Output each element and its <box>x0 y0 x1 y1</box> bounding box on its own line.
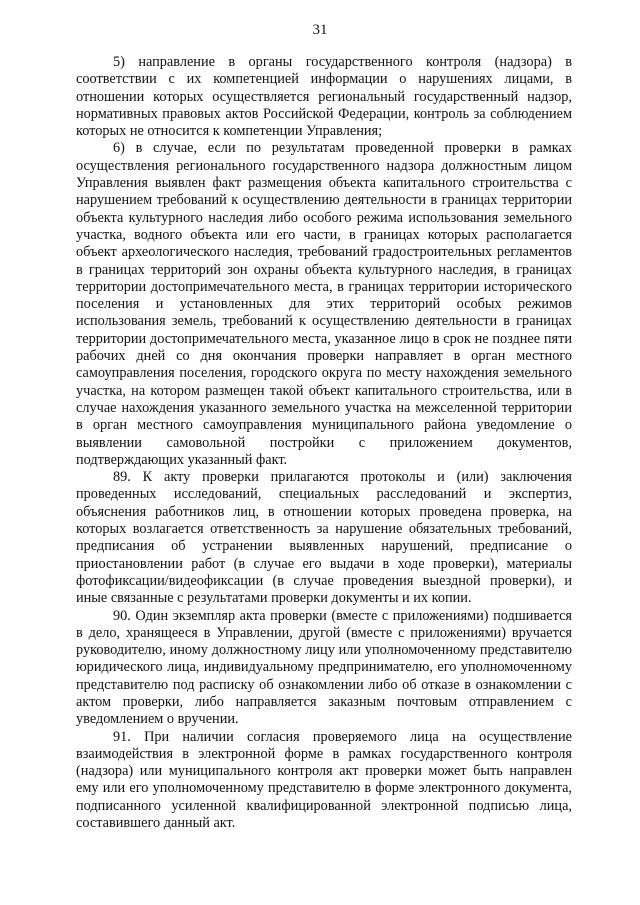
paragraph-91: 91. При наличии согласия проверяемого лица на осуществление взаимодействия в электронной форме в рамках государственного контроля (надзора) или муниципального контроля акт проверки может быть направлен ему или его уполномоченному представителю в форме электронного документа, подписанного усиленной квалифицированной электронной подписью лица, составившего данный акт. <box>76 728 572 832</box>
paragraph-item-5: 5) направление в органы государственного контроля (надзора) в соответствии с их компетенцией информации о нарушениях лицами, в отношении которых осуществляется региональный государственный надзор, нормативных правовых актов Российской Федерации, контроль за соблюдением которых не относится к компетенции Управления; <box>76 54 572 140</box>
paragraph-item-6: 6) в случае, если по результатам проведенной проверки в рамках осуществления регионального государственного надзора должностным лицом Управления выявлен факт размещения объекта капитального строительства с нарушением требований к осуществлению деятельности в границах территории объекта культурного наследия либо особого режима использования земельного участка, водного объекта или его части, в границах которых располагается объект археологического наследия, требований градостроительных регламентов в границах территорий зон охраны объекта культурного наследия, в границах территории достопримечательного места, в границах территории исторического поселения и установленных для этих территорий особых режимов использования земель, требований к осуществлению деятельности в границах территории достопримечательного места, указанное лицо в срок не позднее пяти рабочих дней со дня окончания проверки направляет в орган местного самоуправления поселения, городского округа по месту нахождения земельного участка, на котором размещен такой объект капитального строительства, или в случае нахождения указанного земельного участка на межселенной территории в орган местного самоуправления муниципального района уведомление о выявлении самовольной постройки с приложением документов, подтверждающих указанный факт. <box>76 140 572 468</box>
page-number: 31 <box>312 22 328 38</box>
document-body <box>76 53 572 832</box>
paragraph-89: 89. К акту проверки прилагаются протоколы и (или) заключения проведенных исследований, специальных расследований и экспертиз, объяснения работников лиц, в отношении которых проведена проверка, на которых возлагается ответственность за нарушение обязательных требований, предписания об устранении выявленных нарушений, предписание о приостановлении работ (в случае его выдачи в ходе проверки), материалы фотофиксации/видеофиксации (в случае проведения выездной проверки), и иные связанные с результатами проверки документы и их копии. <box>76 469 572 607</box>
paragraph-90: 90. Один экземпляр акта проверки (вместе с приложениями) подшивается в дело, хранящееся в Управлении, другой (вместе с приложениями) вручается руководителю, иному должностному лицу или уполномоченному представителю юридического лица, индивидуальному предпринимателю, его уполномоченному представителю под расписку об ознакомлении либо об отказе в ознакомлении с актом проверки, либо направляется заказным почтовым отправлением с уведомлением о вручении. <box>76 607 572 728</box>
